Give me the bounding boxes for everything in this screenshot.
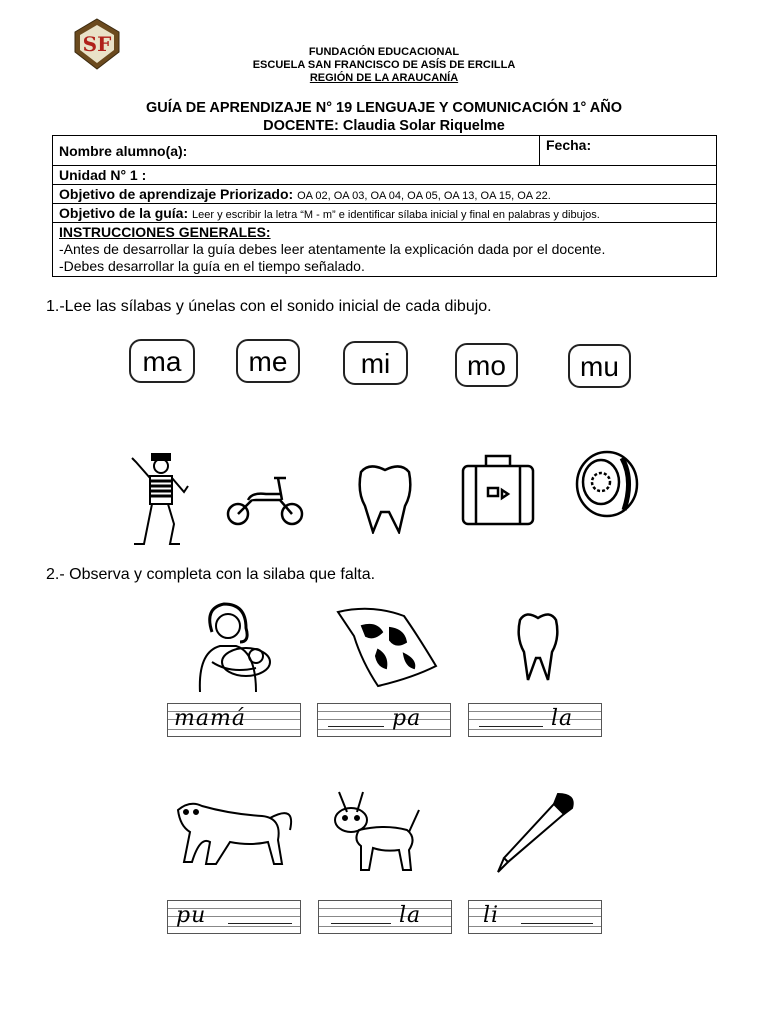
mime-icon[interactable] bbox=[128, 452, 192, 548]
melon-icon[interactable] bbox=[574, 450, 640, 518]
guide-title: GUÍA DE APRENDIZAJE N° 19 LENGUAJE Y COMUNICACIÓN 1° AÑO bbox=[146, 100, 622, 116]
unit-label: Unidad N° 1 : bbox=[59, 167, 147, 183]
word-la-2: la bbox=[399, 903, 422, 928]
teacher-name: DOCENTE: Claudia Solar Riquelme bbox=[263, 118, 505, 134]
logo-letters: SF bbox=[82, 32, 112, 56]
exercise-2-prompt: 2.- Observa y completa con la silaba que falta. bbox=[46, 566, 376, 583]
syllable-mo[interactable]: mo bbox=[455, 343, 518, 387]
syllable-me[interactable]: me bbox=[236, 339, 300, 383]
objective-label: Objetivo de aprendizaje Priorizado: bbox=[59, 186, 294, 202]
word-box-pu bbox=[167, 900, 301, 934]
word-box-li bbox=[468, 900, 602, 934]
molar-tooth-icon[interactable] bbox=[355, 462, 415, 534]
region-name: REGIÓN DE LA ARAUCANÍA bbox=[309, 72, 459, 84]
blank-field[interactable] bbox=[521, 923, 593, 924]
syllable-mi[interactable]: mi bbox=[343, 341, 408, 385]
mother-baby-icon bbox=[190, 602, 276, 694]
school-name: ESCUELA SAN FRANCISCO DE ASÍS DE ERCILLA bbox=[252, 59, 516, 71]
exercise-1-prompt: 1.-Lee las sílabas y únelas con el sonido inicial de cada dibujo. bbox=[46, 298, 492, 315]
word-box-mama bbox=[167, 703, 301, 737]
instruction-1: -Antes de desarrollar la guía debes leer atentamente la explicación dada por el docente. bbox=[59, 241, 606, 257]
foundation-name: FUNDACIÓN EDUCACIONAL bbox=[308, 46, 460, 58]
word-li: li bbox=[483, 903, 500, 928]
student-info-table bbox=[52, 135, 717, 277]
name-label: Nombre alumno(a): bbox=[59, 142, 188, 159]
map-icon bbox=[332, 606, 440, 690]
blank-field[interactable] bbox=[479, 726, 543, 727]
word-mama: mamá bbox=[174, 706, 246, 731]
objective-value: OA 02, OA 03, OA 04, OA 05, OA 13, OA 15, OA 22. bbox=[297, 190, 551, 202]
word-pu: pu bbox=[176, 903, 207, 928]
guide-objective-label: Objetivo de la guía: bbox=[59, 205, 189, 221]
mule-icon bbox=[325, 790, 423, 874]
syllable-mu[interactable]: mu bbox=[568, 344, 631, 388]
dropper-icon bbox=[494, 790, 578, 876]
suitcase-icon[interactable] bbox=[460, 452, 536, 528]
word-pa: pa bbox=[392, 706, 422, 731]
blank-field[interactable] bbox=[328, 726, 384, 727]
motorcycle-icon[interactable] bbox=[222, 470, 306, 528]
guide-objective-value: Leer y escribir la letra “M - m” e identificar sílaba inicial y final en palabras y dibujos. bbox=[192, 209, 600, 221]
date-label: Fecha: bbox=[546, 137, 592, 153]
tooth-icon bbox=[514, 612, 562, 682]
instruction-2: -Debes desarrollar la guía en el tiempo señalado. bbox=[59, 258, 365, 274]
blank-field[interactable] bbox=[331, 923, 391, 924]
blank-field[interactable] bbox=[228, 923, 292, 924]
puma-icon bbox=[170, 796, 298, 868]
syllable-ma[interactable]: ma bbox=[129, 339, 195, 383]
date-cell[interactable] bbox=[540, 136, 717, 166]
word-box-pa bbox=[317, 703, 451, 737]
word-box-la bbox=[468, 703, 602, 737]
word-la: la bbox=[551, 706, 574, 731]
instructions-label: INSTRUCCIONES GENERALES: bbox=[59, 224, 271, 240]
word-box-la-2 bbox=[318, 900, 452, 934]
name-cell[interactable] bbox=[53, 136, 540, 166]
